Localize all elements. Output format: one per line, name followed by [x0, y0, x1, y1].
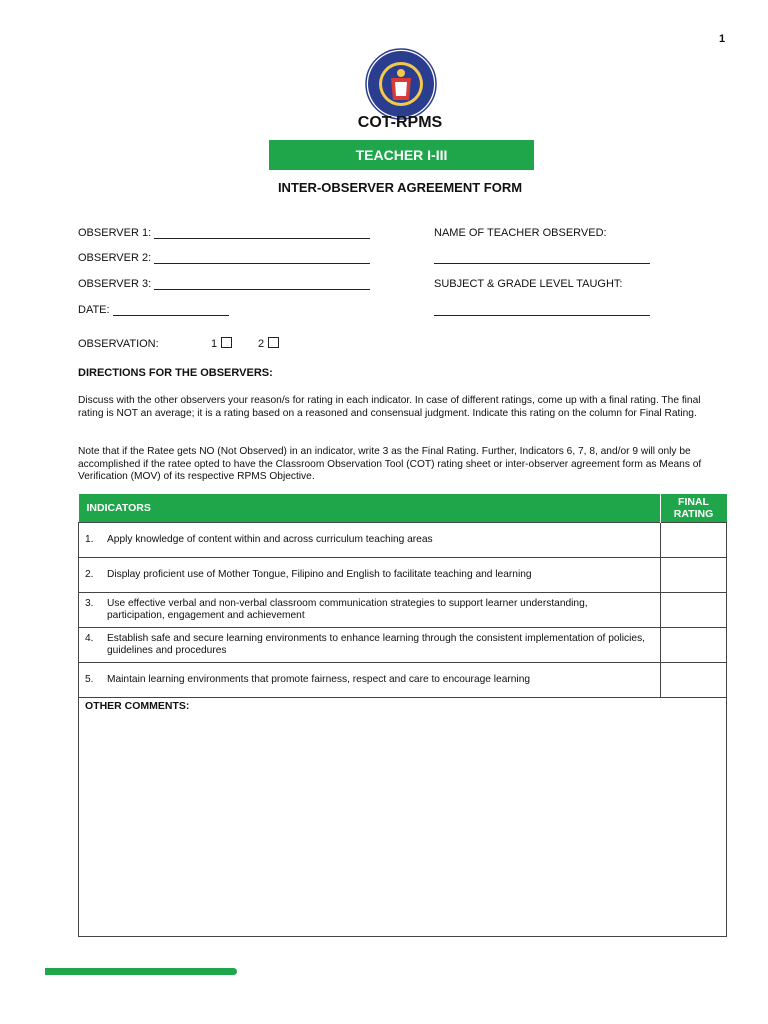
table-row: [79, 593, 727, 628]
indicator-number: 3.: [85, 597, 94, 609]
observation-2-checkbox[interactable]: [268, 337, 279, 348]
observer-2-field[interactable]: [78, 252, 370, 264]
final-rating-column-header: FINAL RATING: [660, 494, 727, 523]
other-comments-box[interactable]: [78, 698, 727, 937]
directions-paragraph-2: Note that if the Ratee gets NO (Not Observed) in an indicator, write 3 as the Final Rating. Further, Indicators 6, 7, 8, and/or 9 will only be accomplished if the ratee opted to have the Classroom Observation Tool (COT) rating sheet or inter-observer agreement form as Means of Verification (MOV) of its respective RPMS Objective.: [78, 446, 702, 482]
table-row: [79, 663, 727, 698]
observer-3-label: OBSERVER 3:: [78, 278, 152, 290]
subject-grade-field[interactable]: [434, 304, 650, 316]
observation-option-2[interactable]: [258, 337, 279, 350]
final-rating-cell[interactable]: [660, 558, 727, 593]
indicator-cell: [79, 663, 661, 698]
indicators-table: [78, 494, 727, 698]
observer-1-line[interactable]: [154, 228, 370, 239]
indicator-cell: [79, 628, 661, 663]
observer-2-label: OBSERVER 2:: [78, 252, 152, 264]
table-row: [79, 523, 727, 558]
page-number: 1: [719, 33, 726, 45]
teacher-observed-label: NAME OF TEACHER OBSERVED:: [434, 227, 607, 239]
indicator-text: Display proficient use of Mother Tongue, Filipino and English to facilitate teaching and learning: [107, 568, 532, 580]
observation-1-checkbox[interactable]: [221, 337, 232, 348]
teacher-observed-field[interactable]: [434, 252, 650, 264]
indicator-text: Establish safe and secure learning environments to enhance learning through the consistent implementation of policies, guidelines and procedures: [107, 632, 645, 656]
footer-accent-bar: [45, 968, 237, 975]
indicator-number: 2.: [85, 568, 94, 580]
indicator-cell: [79, 593, 661, 628]
directions-heading: DIRECTIONS FOR THE OBSERVERS:: [78, 367, 273, 379]
final-rating-cell[interactable]: [660, 628, 727, 663]
observer-3-field[interactable]: [78, 278, 370, 290]
subject-grade-label: SUBJECT & GRADE LEVEL TAUGHT:: [434, 278, 623, 290]
table-header-row: [79, 494, 727, 523]
observer-1-field[interactable]: [78, 227, 370, 239]
indicator-number: 4.: [85, 632, 94, 644]
final-rating-cell[interactable]: [660, 663, 727, 698]
form-subtitle: INTER-OBSERVER AGREEMENT FORM: [277, 180, 523, 195]
observation-option-2-label: 2: [258, 338, 265, 350]
indicator-text: Use effective verbal and non-verbal classroom communication strategies to support learner understanding, participation, engagement and achievement: [107, 597, 588, 621]
date-label: DATE:: [78, 304, 110, 316]
other-comments-label: OTHER COMMENTS:: [85, 700, 190, 712]
final-rating-cell[interactable]: [660, 593, 727, 628]
directions-paragraph-1: Discuss with the other observers your reason/s for rating in each indicator. In case of different ratings, come up with a final rating. The final rating is NOT an average; it is a rating based on a reasoned and consensual judgment. Indicate this rating on the column for Final Rating.: [78, 395, 701, 419]
indicator-text: Maintain learning environments that promote fairness, respect and care to encourage learning: [107, 673, 531, 685]
observation-label: OBSERVATION:: [78, 338, 159, 350]
observation-option-1-label: 1: [211, 338, 218, 350]
observation-option-1[interactable]: [211, 337, 232, 350]
indicator-number: 5.: [85, 673, 94, 685]
indicator-number: 1.: [85, 533, 94, 545]
indicators-column-header: INDICATORS: [79, 494, 661, 523]
indicator-cell: [79, 523, 661, 558]
date-line[interactable]: [113, 305, 229, 316]
table-row: [79, 628, 727, 663]
table-row: [79, 558, 727, 593]
deped-seal-icon: [365, 48, 437, 120]
observer-1-label: OBSERVER 1:: [78, 227, 152, 239]
observer-2-line[interactable]: [154, 253, 370, 264]
indicator-text: Apply knowledge of content within and across curriculum teaching areas: [107, 533, 433, 545]
document-title: COT-RPMS: [357, 114, 443, 131]
teacher-observed-line[interactable]: [434, 253, 650, 264]
final-rating-cell[interactable]: [660, 523, 727, 558]
subject-grade-line[interactable]: [434, 305, 650, 316]
date-field[interactable]: [78, 304, 229, 316]
observer-3-line[interactable]: [154, 279, 370, 290]
teacher-level-banner: TEACHER I-III: [269, 140, 534, 170]
indicator-cell: [79, 558, 661, 593]
